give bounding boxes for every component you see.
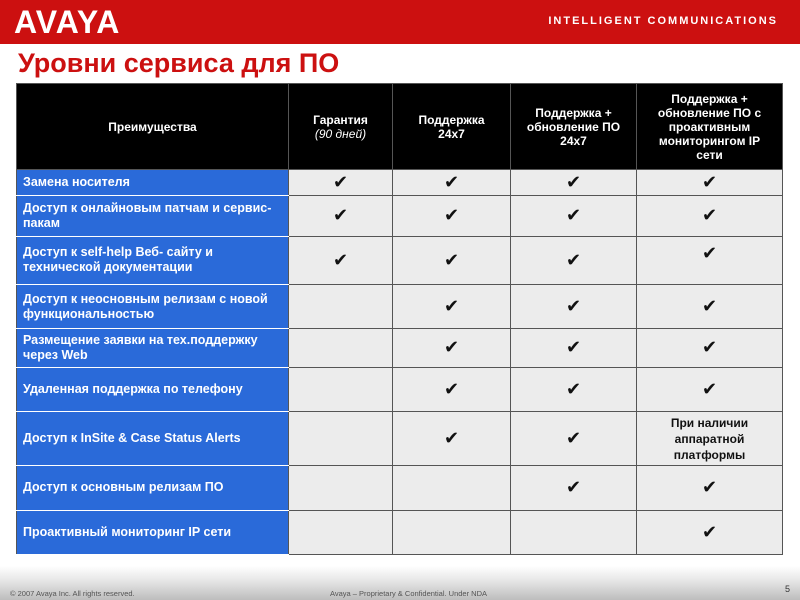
row-label: Размещение заявки на тех.поддержку через Web	[17, 329, 289, 367]
check-cell	[393, 236, 511, 284]
row-label: Доступ к основным релизам ПО	[17, 466, 289, 510]
checkmark-icon: ✔	[565, 296, 582, 317]
check-cell	[289, 170, 393, 196]
checkmark-icon: ✔	[443, 296, 460, 317]
check-cell	[393, 411, 511, 465]
table-row	[17, 196, 783, 236]
table-row	[17, 411, 783, 465]
check-cell	[511, 196, 637, 236]
checkmark-icon: ✔	[332, 205, 349, 226]
checkmark-icon: ✔	[701, 521, 718, 542]
check-cell	[637, 236, 783, 284]
check-cell	[637, 367, 783, 411]
check-cell	[393, 284, 511, 328]
tagline: INTELLIGENT COMMUNICATIONS	[548, 15, 778, 27]
empty-cell	[393, 466, 511, 510]
checkmark-icon: ✔	[443, 249, 460, 270]
check-cell	[511, 367, 637, 411]
page-title: Уровни сервиса для ПО	[18, 48, 340, 78]
check-cell	[289, 196, 393, 236]
column-header-support-24x7: Поддержка 24x7	[393, 84, 511, 170]
column-header-support-updates: Поддержка + обновление ПО 24x7	[511, 84, 637, 170]
empty-cell	[289, 284, 393, 328]
warranty-label: Гарантия	[313, 112, 368, 127]
table-row	[17, 510, 783, 554]
checkmark-icon: ✔	[443, 378, 460, 399]
check-cell	[511, 411, 637, 465]
header-bar	[0, 0, 800, 44]
table-row	[17, 284, 783, 328]
checkmark-icon: ✔	[565, 249, 582, 270]
note-cell	[637, 411, 783, 465]
checkmark-icon: ✔	[565, 205, 582, 226]
footer-copyright: © 2007 Avaya Inc. All rights reserved.	[10, 589, 135, 598]
check-cell	[511, 284, 637, 328]
check-cell	[393, 329, 511, 367]
empty-cell	[289, 510, 393, 554]
column-header-support-updates-monitoring: Поддержка + обновление ПО с проактивным мониторингом IP сети	[637, 84, 783, 170]
footer-confidential: Avaya – Proprietary & Confidential. Under NDA	[330, 589, 488, 598]
checkmark-icon: ✔	[701, 296, 718, 317]
check-cell	[393, 170, 511, 196]
checkmark-icon: ✔	[443, 428, 460, 449]
row-label: Доступ к неосновным релизам с новой функциональностью	[17, 284, 289, 328]
note-text: При наличии аппаратной платформы	[670, 415, 749, 462]
table-header-row	[17, 84, 783, 170]
check-cell	[637, 329, 783, 367]
warranty-period: (90 дней)	[314, 126, 367, 141]
avaya-logo: AVAYA	[14, 4, 121, 40]
page-number: 5	[784, 584, 790, 594]
row-label: Проактивный мониторинг IP сети	[17, 510, 289, 554]
check-cell	[637, 284, 783, 328]
row-label: Доступ к self-help Веб- сайту и технической документации	[17, 236, 289, 284]
table-row	[17, 367, 783, 411]
check-cell	[511, 236, 637, 284]
column-header-benefits: Преимущества	[17, 84, 289, 170]
checkmark-icon: ✔	[701, 337, 718, 358]
empty-cell	[289, 329, 393, 367]
table-row	[17, 236, 783, 284]
checkmark-icon: ✔	[701, 378, 718, 399]
check-cell	[511, 466, 637, 510]
checkmark-icon: ✔	[565, 428, 582, 449]
checkmark-icon: ✔	[565, 337, 582, 358]
table-row	[17, 329, 783, 367]
check-cell	[637, 196, 783, 236]
checkmark-icon: ✔	[701, 205, 718, 226]
empty-cell	[289, 411, 393, 465]
empty-cell	[393, 510, 511, 554]
check-cell	[637, 466, 783, 510]
row-label: Доступ к InSite & Case Status Alerts	[17, 411, 289, 465]
checkmark-icon: ✔	[443, 172, 460, 193]
checkmark-icon: ✔	[701, 172, 718, 193]
empty-cell	[289, 367, 393, 411]
row-label: Замена носителя	[17, 170, 289, 196]
checkmark-icon: ✔	[332, 172, 349, 193]
check-cell	[393, 196, 511, 236]
check-cell	[637, 510, 783, 554]
service-levels-table	[16, 83, 783, 555]
checkmark-icon: ✔	[443, 337, 460, 358]
checkmark-icon: ✔	[565, 378, 582, 399]
checkmark-icon: ✔	[701, 242, 718, 263]
empty-cell	[289, 466, 393, 510]
check-cell	[393, 367, 511, 411]
checkmark-icon: ✔	[565, 477, 582, 498]
checkmark-icon: ✔	[332, 249, 349, 270]
check-cell	[289, 236, 393, 284]
row-label: Удаленная поддержка по телефону	[17, 367, 289, 411]
column-header-warranty	[289, 84, 393, 170]
check-cell	[511, 170, 637, 196]
checkmark-icon: ✔	[443, 205, 460, 226]
check-cell	[637, 170, 783, 196]
checkmark-icon: ✔	[565, 172, 582, 193]
empty-cell	[511, 510, 637, 554]
checkmark-icon: ✔	[701, 477, 718, 498]
table-row	[17, 466, 783, 510]
row-label: Доступ к онлайновым патчам и сервис-пакам	[17, 196, 289, 236]
table-row	[17, 170, 783, 196]
check-cell	[511, 329, 637, 367]
